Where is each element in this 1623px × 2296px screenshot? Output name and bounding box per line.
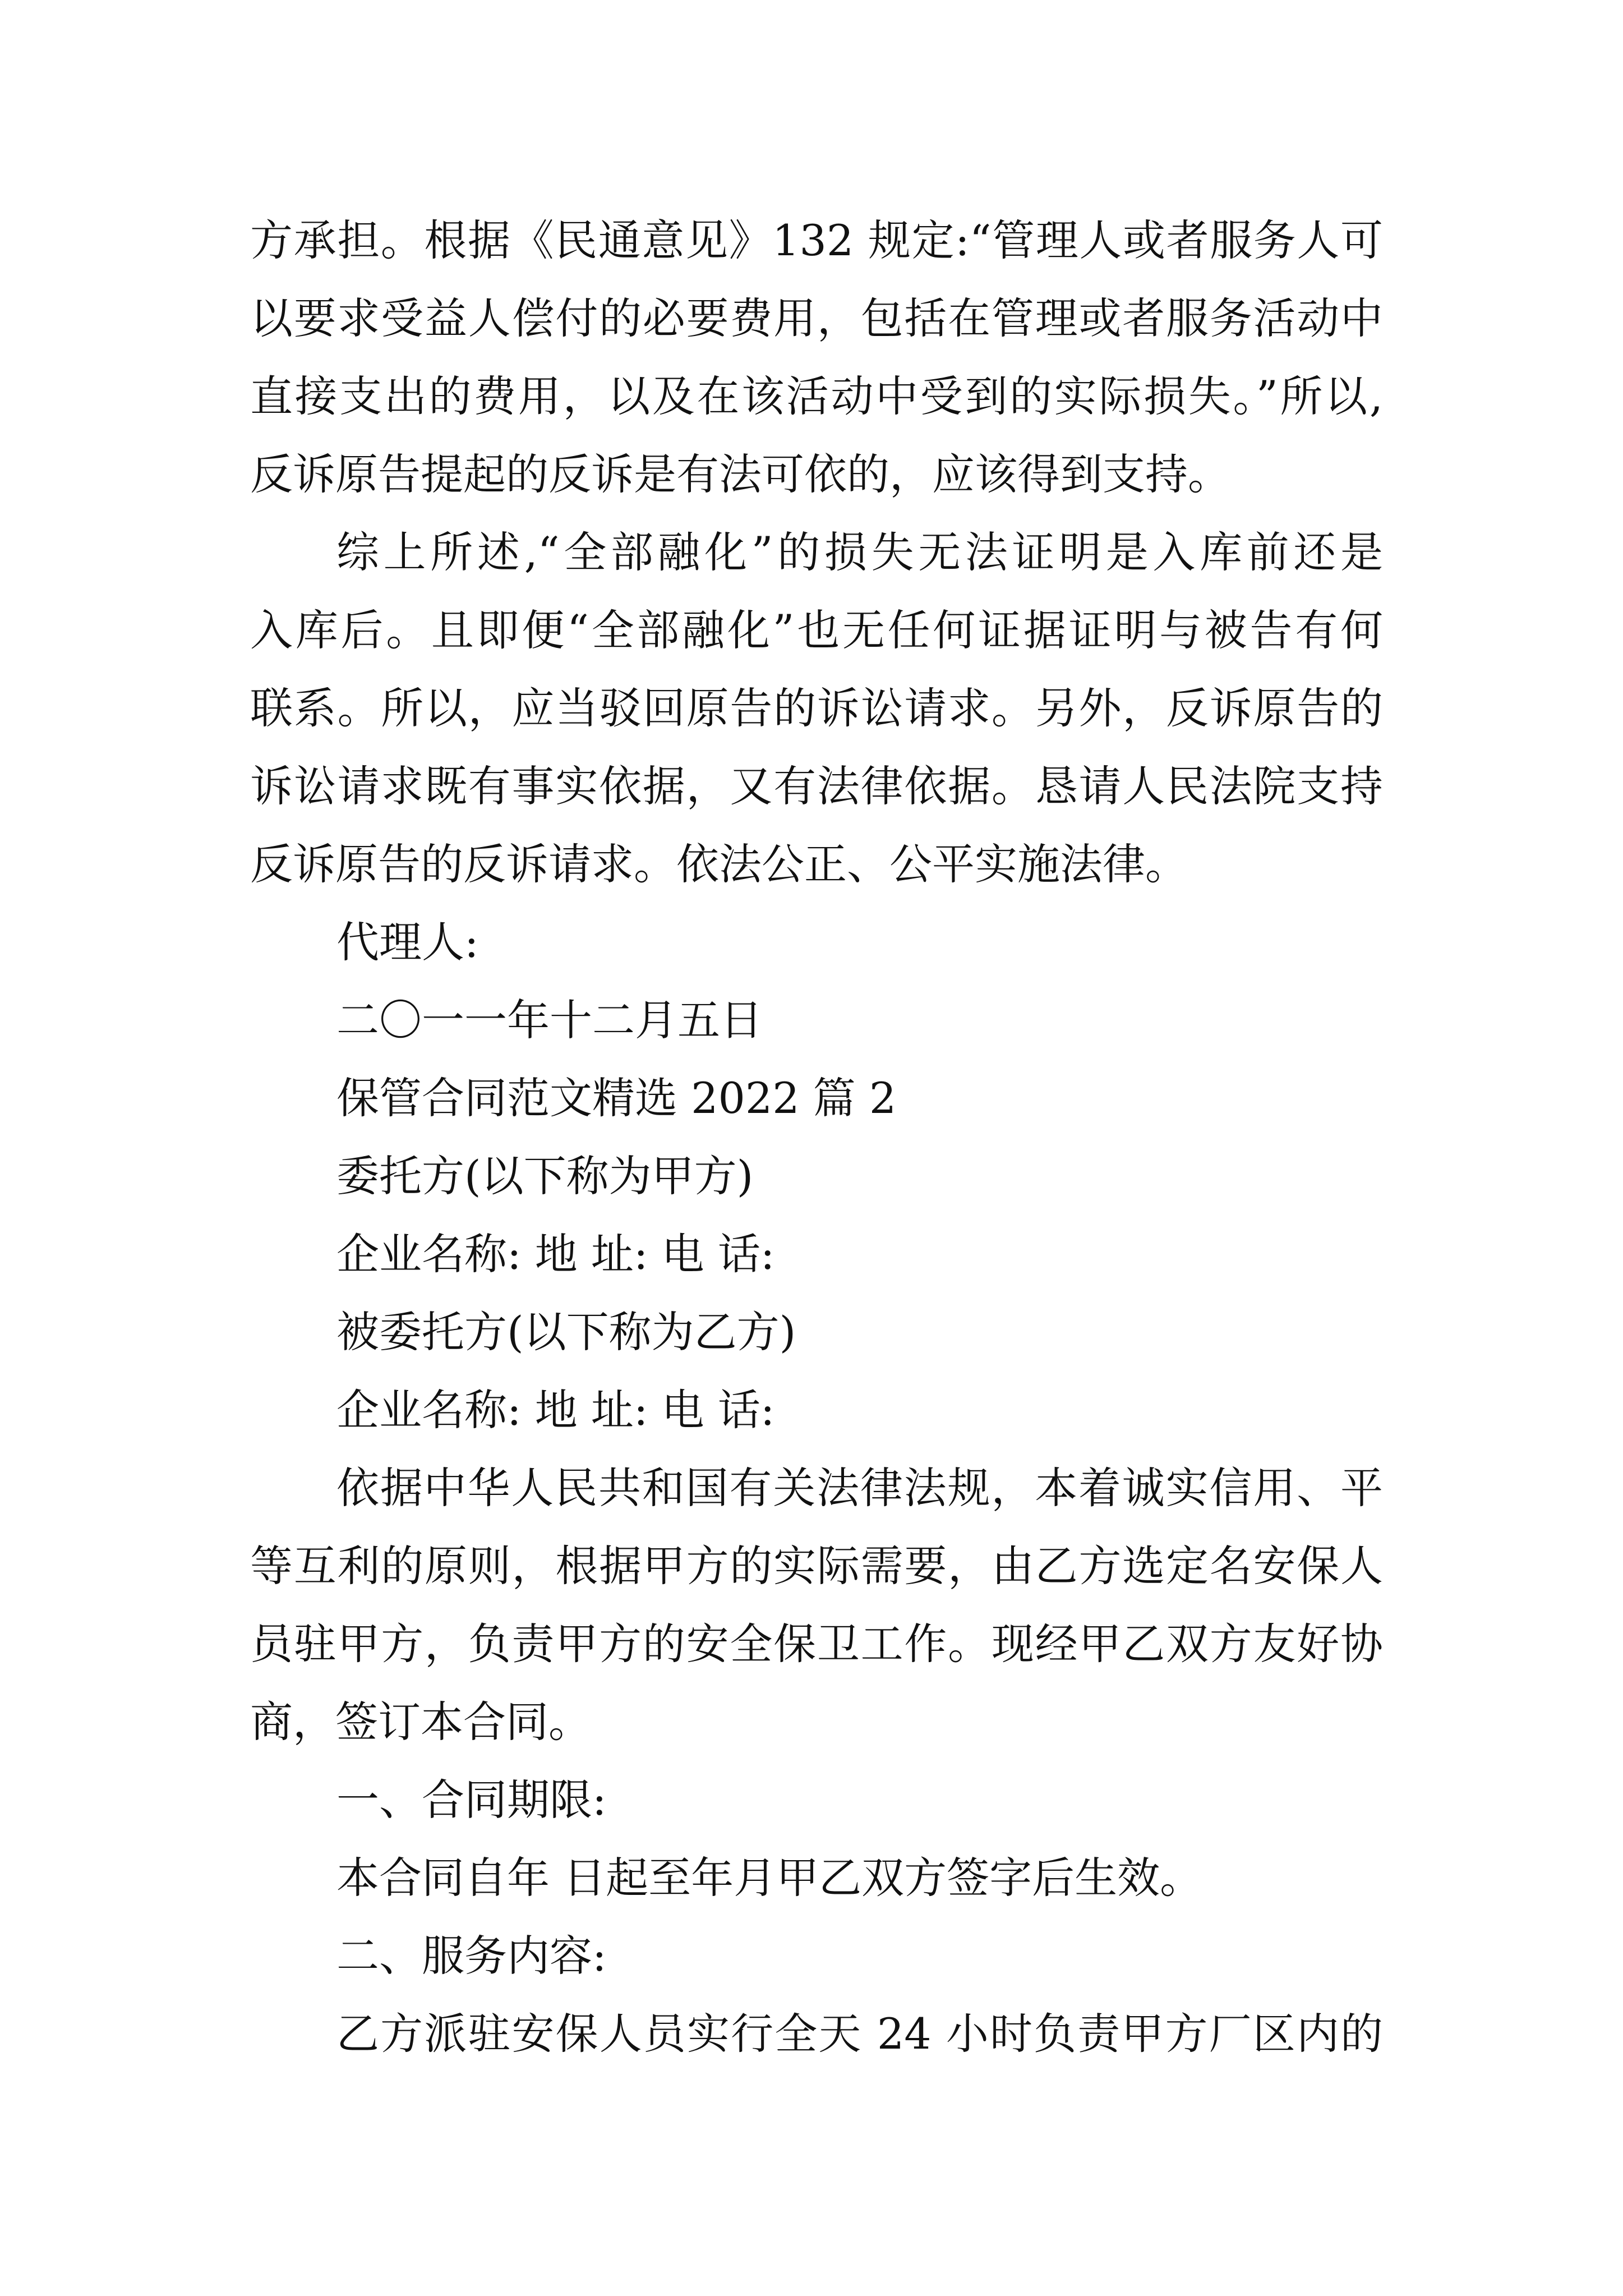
text-line: 以要求受益人偿付的必要费用，包括在管理或者服务活动中 <box>250 293 1383 343</box>
text-line: 反诉原告提起的反诉是有法可依的，应该得到支持。 <box>250 449 1230 499</box>
text-line: 诉讼请求既有事实依据，又有法律依据。恳请人民法院支持 <box>250 761 1383 811</box>
section-heading: 保管合同范文精选 2022 篇 2 <box>336 1073 897 1123</box>
text-line: 委托方(以下称为甲方) <box>336 1151 754 1201</box>
text-line: 被委托方(以下称为乙方) <box>336 1307 796 1357</box>
text-line: 二〇一一年十二月五日 <box>336 995 763 1045</box>
text-line: 综上所述,“全部融化”的损失无法证明是入库前还是 <box>336 527 1383 577</box>
text-line: 入库后。且即便“全部融化”也无任何证据证明与被告有何 <box>250 605 1383 655</box>
text-line: 企业名称: 地 址: 电 话: <box>336 1385 775 1435</box>
text-line: 直接支出的费用，以及在该活动中受到的实际损失。”所以, <box>250 371 1383 421</box>
text-line: 本合同自年 日起至年月甲乙双方签字后生效。 <box>336 1853 1203 1903</box>
text-line: 一、合同期限: <box>336 1775 607 1825</box>
text-line: 代理人: <box>336 917 479 967</box>
text-line: 联系。所以，应当驳回原告的诉讼请求。另外，反诉原告的 <box>250 683 1383 733</box>
text-line: 商，签订本合同。 <box>250 1697 591 1747</box>
text-line: 二、服务内容: <box>336 1931 607 1981</box>
text-line: 等互利的原则，根据甲方的实际需要，由乙方选定名安保人 <box>250 1541 1383 1591</box>
text-line: 乙方派驻安保人员实行全天 24 小时负责甲方厂区内的 <box>336 2009 1383 2059</box>
text-line: 依据中华人民共和国有关法律法规，本着诚实信用、平 <box>336 1463 1383 1513</box>
text-line: 企业名称: 地 址: 电 话: <box>336 1229 775 1279</box>
text-line: 员驻甲方，负责甲方的安全保卫工作。现经甲乙双方友好协 <box>250 1619 1383 1669</box>
text-line: 方承担。根据《民通意见》132 规定:“管理人或者服务人可 <box>250 215 1383 265</box>
text-line: 反诉原告的反诉请求。依法公正、公平实施法律。 <box>250 839 1188 889</box>
